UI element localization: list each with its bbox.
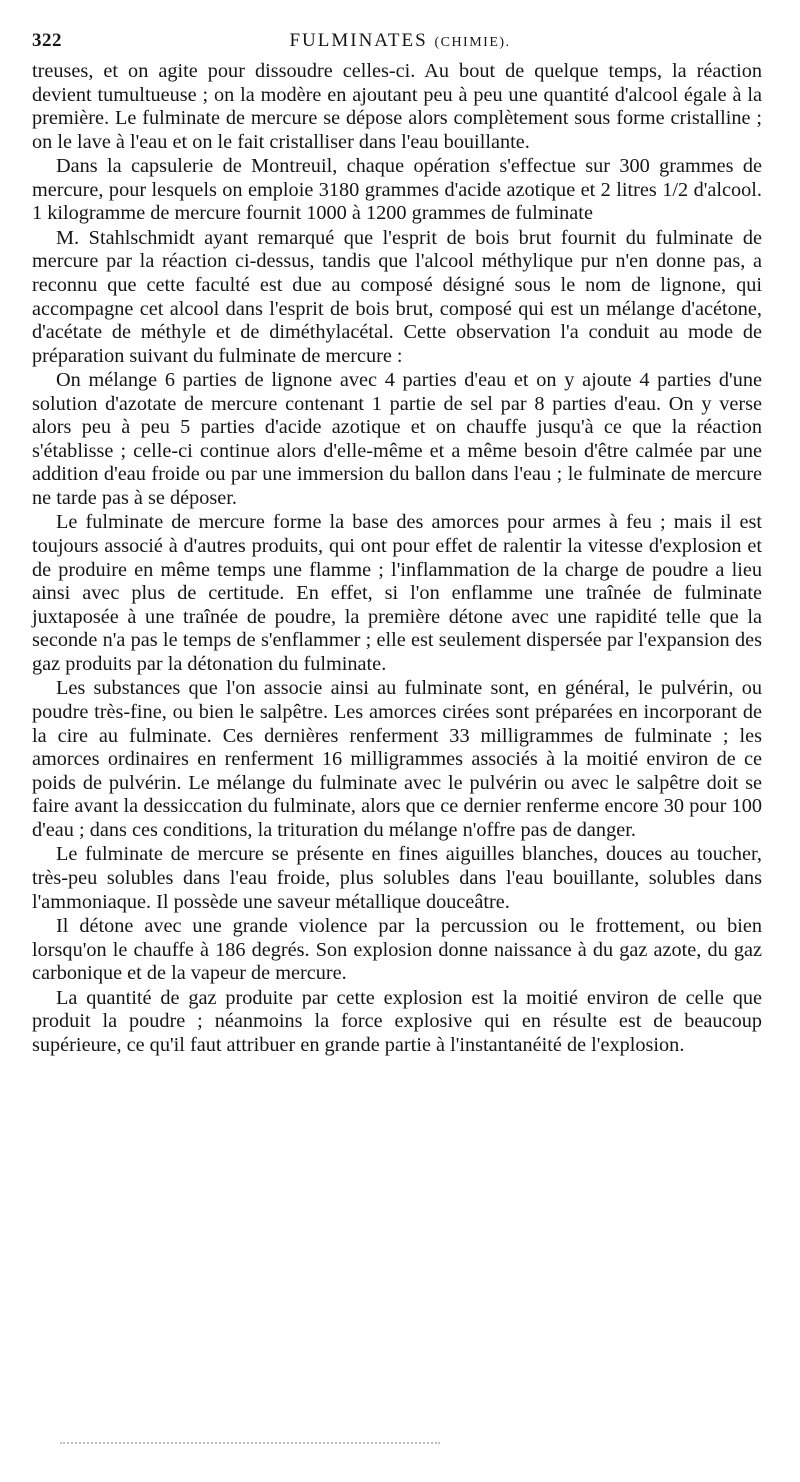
paragraph-stahlschmidt: M. Stahlschmidt ayant remarqué que l'esprit de bois brut fournit du fulminate de mercure par la réaction ci-dessus, tandis que l'alcool méthylique pur n'en donne pas, a reconnu que cette faculté est due au composé désigné sous le nom de lignone, qui accompagne cet alcool dans l'esprit de bois brut, composé qui est un mélange d'acétone, d'acétate de méthyle et de diméthylacétal. Cette observation l'a conduit au mode de préparation suivant du fulminate de mercure : (32, 226, 762, 367)
page-header (30, 30, 770, 56)
paragraph-lignone-method: On mélange 6 parties de lignone avec 4 parties d'eau et on y ajoute 4 parties d'une solution d'azotate de mercure contenant 1 partie de sel par 8 parties d'eau. On y verse alors peu à peu 5 parties d'acide azotique et on chauffe jusqu'à ce que la réaction s'établisse ; celle-ci continue alors d'elle-même et a même besoin d'être calmée par une addition d'eau froide ou par une immersion du ballon dans l'eau ; le fulminate de mercure ne tarde pas à se déposer. (32, 369, 762, 510)
paragraph-substances: Les substances que l'on associe ainsi au fulminate sont, en général, le pulvérin, ou poudre très-fine, ou bien le salpêtre. Les amorces cirées sont préparées en incorporant de la cire au fulminate. Ces dernières renferment 33 milligrammes de fulminate ; les amorces ordinaires en renferment 16 milligrammes associés à la moitié environ de ce poids de pulvérin. Le mélange du fulminate avec le pulvérin ou avec le salpêtre doit se faire avant la dessiccation du fulminate, alors que ce dernier renferme encore 30 pour 100 d'eau ; dans ces conditions, la trituration du mélange n'offre pas de danger. (32, 677, 762, 841)
paragraph-properties: Le fulminate de mercure se présente en fines aiguilles blanches, douces au toucher, très-peu solubles dans l'eau froide, plus solubles dans l'eau bouillante, solubles dans l'ammoniaque. Il possède une saveur métallique douceâtre. (32, 843, 762, 913)
page-number: 322 (32, 30, 62, 51)
paragraph-montreuil: Dans la capsulerie de Montreuil, chaque opération s'effectue sur 300 grammes de mercure, pour lesquels on emploie 3180 grammes d'acide azotique et 2 litres 1/2 d'alcool. 1 kilogramme de mercure fournit 1000 à 1200 grammes de fulminate (32, 155, 762, 225)
running-title-main: FULMINATES (289, 30, 428, 51)
running-title-subject: (CHIMIE). (434, 35, 511, 50)
paragraph-amorces: Le fulminate de mercure forme la base des amorces pour armes à feu ; mais il est toujours associé à d'autres produits, qui ont pour effet de ralentir la vitesse d'explosion et de produire en même temps une flamme ; l'inflammation de la charge de poudre a lieu ainsi avec plus de certitude. En effet, si l'on enflamme une traînée de fulminate juxtaposée à une traînée de poudre, la première détone avec une rapidité telle que la seconde n'a pas le temps de s'enflammer ; elle est seulement dispersée par l'expansion des gaz produits par la détonation du fulminate. (32, 511, 762, 676)
paragraph-detonation: Il détone avec une grande violence par la percussion ou le frottement, ou bien lorsqu'on le chauffe à 186 degrés. Son explosion donne naissance à du gaz azote, du gaz carbonique et de la vapeur de mercure. (32, 914, 762, 985)
bottom-rule (60, 1442, 440, 1444)
body-text (32, 60, 762, 1057)
paragraph-gas-quantity: La quantité de gaz produite par cette explosion est la moitié environ de celle que produit la poudre ; néanmoins la force explosive qui en résulte est de beaucoup supérieure, ce qu'il faut attribuer en grande partie à l'instantanéité de l'explosion. (32, 986, 762, 1056)
running-title (30, 30, 770, 52)
paragraph-continuation: treuses, et on agite pour dissoudre celles-ci. Au bout de quelque temps, la réaction devient tumultueuse ; on la modère en ajoutant peu à peu une quantité d'alcool égale à la première. Le fulminate de mercure se dépose alors complètement sous forme cristalline ; on le lave à l'eau et on le fait cristalliser dans l'eau bouillante. (32, 60, 762, 153)
